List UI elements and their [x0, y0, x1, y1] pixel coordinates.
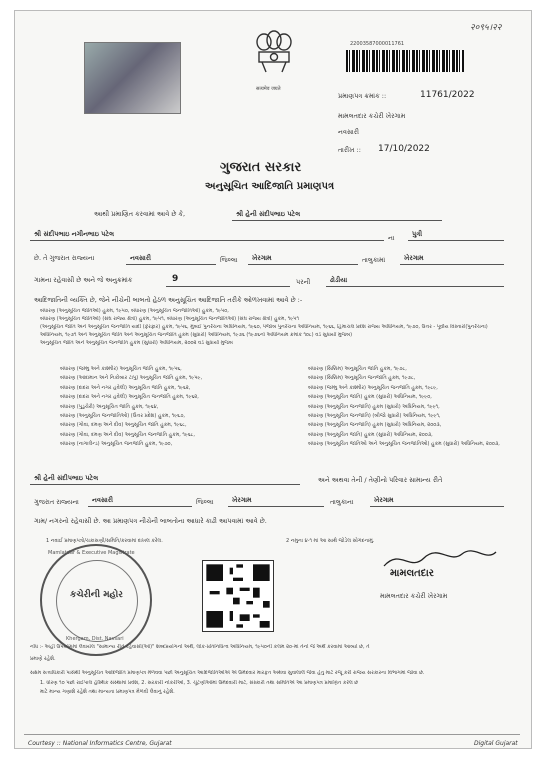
government-title: ગુજરાત સરકાર [220, 160, 302, 175]
handwritten-serial: २०९५।२२ [470, 23, 502, 33]
signature-title: મામલતદાર [390, 568, 434, 579]
barcode [346, 50, 464, 72]
order-item: બંધારણ (જમ્મુ અને કાશ્મીર) અનુસૂચિત જાતિ હુકમ, ૧૯૫૬, [60, 366, 182, 372]
relation: પુત્રી [412, 230, 423, 238]
issuer-office: મામલતદાર કચેરી ખેરગામ [338, 112, 406, 120]
footnote-list-end: માટે માન્ય ગણાશે રહેશે તથા માન્યતા પ્રમાણપત્ર મેળવી લેવાનું રહેશે. [40, 689, 175, 695]
beneficiary-name: શ્રી હેની સંદીપભાઇ પટેલ [236, 210, 301, 218]
order-item: બંધારણ (અનુસૂચિત જાતિઓ અને અનુસૂચિત જનજાતિઓ) હુકમ (સુધારો) અધિનિયમ, ૨૦૦૩, [308, 441, 500, 448]
footnote-list: 1. ધોરણ ૧૦ પછી રાઈપાલ હૈસ્થિક સંસ્થામાં પ્રવેશ, 2. સરકારી નોકરીઓ, 3. ચૂંટણીઓમાં ઉમેદવારી માટે, સંસ્કારી તથા સમિતિએ આ પ્રમાણપત્ર પ્રમાણિત કરેલ છે [40, 680, 359, 686]
taluka-value: ખેરગામ [252, 254, 272, 262]
relation-suffix: ના [388, 234, 395, 242]
footnotes [30, 644, 518, 695]
list-suffix: પરની [296, 278, 311, 286]
order-item: બંધારણ (અનુસૂચિત જાતિ) હુકમ (સુધારો) અધિનિયમ, ૨૦૦૩, [308, 431, 433, 438]
taluka-label: તાલુકામાં [362, 256, 386, 264]
family-text: અને અથવા તેની / તેણીનો પરિવાર સામાન્ય રીતે [318, 476, 443, 484]
national-emblem-icon [250, 28, 298, 84]
village-value: ખેરગામ [404, 254, 424, 262]
statement-text: આદિજાતિની વ્યક્તિ છે, જેને નીચેની બાબતો હેઠળ અનુસૂચિત આદિજાતિ તરીકે ઓળખવામાં આવે છે :- [34, 296, 303, 304]
order-item: બંધારણ (આંદામાન અને નિકોબાર ટાપુ) અનુસૂચિત જાતિ હુકમ, ૧૯૫૯, [60, 375, 203, 382]
barcode-number: 22003587000011761 [350, 41, 405, 47]
orders-paragraph [40, 308, 510, 348]
intro-text: આથી પ્રમાણિત કરવામાં આવે છે કે, [94, 210, 186, 218]
certificate-no: 11761/2022 [420, 90, 475, 100]
footnote-authority: સક્ષમ સત્તાધિકારી પાસેથી અનુસૂચિત આદિજાતિ પ્રમાણપત્ર મેળવવા પછી અનુસૂચિત આદિજાતિઓએ એ ઉમેદવાર મારફત અથવા સુવાલાલે જેવા હેતુ માટે રજૂ કરી રાજય સરકારના વિભાગમાં જોવા છે. [30, 670, 425, 676]
residence-closing: ગામ/ નગરનો રહેવાસી છે. આ પ્રમાણપત્ર નીચેની બાબતોના આધારે કાઢી આપવામાં આવે છે. [34, 517, 267, 525]
signature-office: મામલતદાર કચેરી ખેરગામ [380, 592, 448, 600]
order-item: બંધારણ (ગોવા, દમણ અને દીવ) અનુસૂચિત જનજાતિ હુકમ, ૧૯૬૮, [60, 431, 195, 438]
footnote-note-end: પ્રમાણે રહેશે. [30, 656, 56, 662]
order-item: બંધારણ (અનુસૂચિત જનજાતિ) હુકમ (સુધારો) અધિનિયમ, ૧૯૯૧, [308, 403, 440, 410]
residence-district-label: જિલ્લા [196, 498, 214, 506]
order-item: બંધારણ (અનુસૂચિત જનજાતિઓ) (ઉત્તર પ્રદેશ) હુકમ, ૧૯૬૭, [60, 412, 186, 419]
seal-title: કચેરીની મહોર [70, 590, 123, 600]
orders-line: બંધારણ (અનુસૂચિત જાતિઓ) હુકમ, ૧૯૫૦, બંધારણ (અનુસૂચિત જનજાતિઓ) હુકમ, ૧૯૫૦, [40, 308, 229, 314]
emblem-caption: सत्यमेव जयते [256, 86, 281, 92]
residence-state: ગુજરાત રાજ્યના [34, 498, 79, 506]
list-prefix: ગામના રહેવાસી છે અને જે અનુક્રમાંક [34, 276, 133, 284]
footer-courtesy: Courtesy :: National Informatics Centre, Gujarat [28, 740, 172, 747]
order-item: બંધારણ (જમ્મુ અને કાશ્મીર) અનુસૂચિત જનજાતિ હુકમ, ૧૯૮૯, [308, 384, 438, 391]
orders-line: અધિનિયમ, ૧૯૭૧ અને અનુસૂચિત જાતિ અને અનુસૂચિત જનજાતિ હુકમ (સુધારો) અધિનિયમ, ૧૯૭૬ (૧૯૭૬નો અધિનિયમ ક્રમાંક ૧૦૮) વડે સુધાર્યા મુજબ) [40, 332, 353, 338]
order-item: બંધારણ (દાદરા અને નગર હવેલી) અનુસૂચિત જનજાતિ હુકમ, ૧૯૬૨, [60, 394, 199, 401]
seal-inner-ring [56, 560, 138, 642]
residence-district: નવસારી [92, 496, 113, 504]
orders-left-list [60, 366, 202, 451]
basis-item-1: 1 નવાઈ પ્રમાણપત્રો/ચકાસણી/સમિતિ/કરવામાં દાખલ કરેલ. [46, 538, 163, 544]
orders-line: (અનુસૂચિત જાતિ અને અનુસૂચિત જનજાતિ યાદી (ફેરફાર) હુકમ, ૧૯૫૬, મુંબઈ પુનર્રચના અધિનિયમ, ૧૯૬૦, પંજાબ પુનર્રચના અધિનિયમ, ૧૯૬૬, હિમાચલ પ્રદેશ રાજ્ય અધિનિયમ, ૧૯૭૦, ઉત્તર - પૂર્વીય વિસ્તારો(પુનર્રચના) [40, 324, 488, 330]
residence-village: ખેરગામ [374, 496, 394, 504]
caste-name: ઢોડીયા [330, 276, 348, 284]
qr-code [202, 560, 274, 632]
seal-ring-top: Mamlatdar & Executive Magistrate [48, 550, 135, 556]
orders-right-list [308, 366, 500, 451]
order-item: બંધારણ (ગોવા, દમણ અને દીવ) અનુસૂચિત જાતિ હુકમ, ૧૯૬૮, [60, 422, 187, 429]
order-item: બંધારણ (નાગાલેન્ડ) અનુસૂચિત જનજાતિ હુકમ, ૧૯૭૦, [60, 441, 173, 448]
footnote-note: નોંધ :- અહીં ઉપયોગમાં લેવાયેલ "સામાન્ય રીતે રહેવાસી(ઓ)" શબ્દપ્રયોગનો અર્થ, લોક-પ્રતિનિધિત્વ અધિનિયમ, ૧૯૫૦ની કલમ ૨૦-માં તેનો જે અર્થ કરવામાં આવ્યો છે, તે [30, 644, 370, 650]
residence-taluka: ખેરગામ [232, 496, 252, 504]
order-item: બંધારણ (સિક્કિમ) અનુસૂચિત જાતિ હુકમ, ૧૯૭૮, [308, 366, 407, 372]
basis-item-2: 2 નમુના ૪-૧ માં આ સાથે જોડેલ સોગંદનામું. [286, 538, 375, 544]
order-item: બંધારણ (અનુસૂચિત જાતિ) હુકમ (સુધારો) અધિનિયમ, ૧૯૯૦, [308, 394, 432, 401]
applicant-photo [84, 42, 181, 114]
order-item: બંધારણ (અનુસૂચિત જનજાતિ) (બીજો સુધારો) અધિનિયમ, ૧૯૯૧, [308, 412, 441, 419]
order-item: બંધારણ (અનુસૂચિત જનજાતિ) હુકમ (સુધારો) અધિનિયમ, ૨૦૦૩, [308, 422, 442, 429]
certificate-title: અનુસૂચિત આદિજાતિ પ્રમાણપત્ર [205, 181, 335, 192]
order-item: બંધારણ (પુડુચેરી) અનુસૂચિત જાતિ હુકમ, ૧૯૬૪, [60, 403, 159, 410]
resident-name: શ્રી હેની સંદીપભાઇ પટેલ [34, 474, 99, 482]
state-prefix: છે. તે ગુજરાત રાજ્યના [34, 254, 95, 262]
issue-date: 17/10/2022 [378, 144, 430, 154]
orders-line: બંધારણ (અનુસૂચિત જાતિઓ) (સંઘ રાજ્ય ક્ષેત્રો) હુકમ, ૧૯૫૧, બંધારણ (અનુસૂચિત જનજાતિઓ) (સંઘ રાજ્ય ક્ષેત્રો) હુકમ, ૧૯૫૧ [40, 316, 299, 322]
office-seal [40, 544, 152, 656]
certificate-no-label: પ્રમાણપત્ર ક્રમાંક :: [338, 92, 387, 100]
parent-name: શ્રી સંદીપભાઇ નગીનભાઇ પટેલ [34, 230, 115, 238]
district-value: નવસારી [130, 254, 151, 262]
residence-taluka-label: તાલુકાના [330, 498, 354, 506]
list-number: 9 [172, 274, 179, 284]
issuer-place: નવસારી [338, 128, 359, 136]
district-label: જિલ્લા [220, 256, 238, 264]
date-label: તારીખ :: [338, 146, 361, 154]
seal-ring-bottom: Khergam, Dist. Navsari [66, 636, 124, 642]
order-item: બંધારણ (દાદરા અને નગર હવેલી) અનુસૂચિત જાતિ હુકમ, ૧૯૬૨, [60, 384, 191, 391]
order-item: બંધારણ (સિક્કિમ) અનુસૂચિત જનજાતિ હુકમ, ૧૯૭૮, [308, 375, 416, 382]
orders-line: અનુસૂચિત જાતિ અને અનુસૂચિત જનજાતિ હુકમ (સુધારો) અધિનિયમ, ૨૦૦૨ વડે સુધાર્યા મુજબ [40, 340, 233, 346]
footer-brand: Digital Gujarat [474, 740, 518, 747]
